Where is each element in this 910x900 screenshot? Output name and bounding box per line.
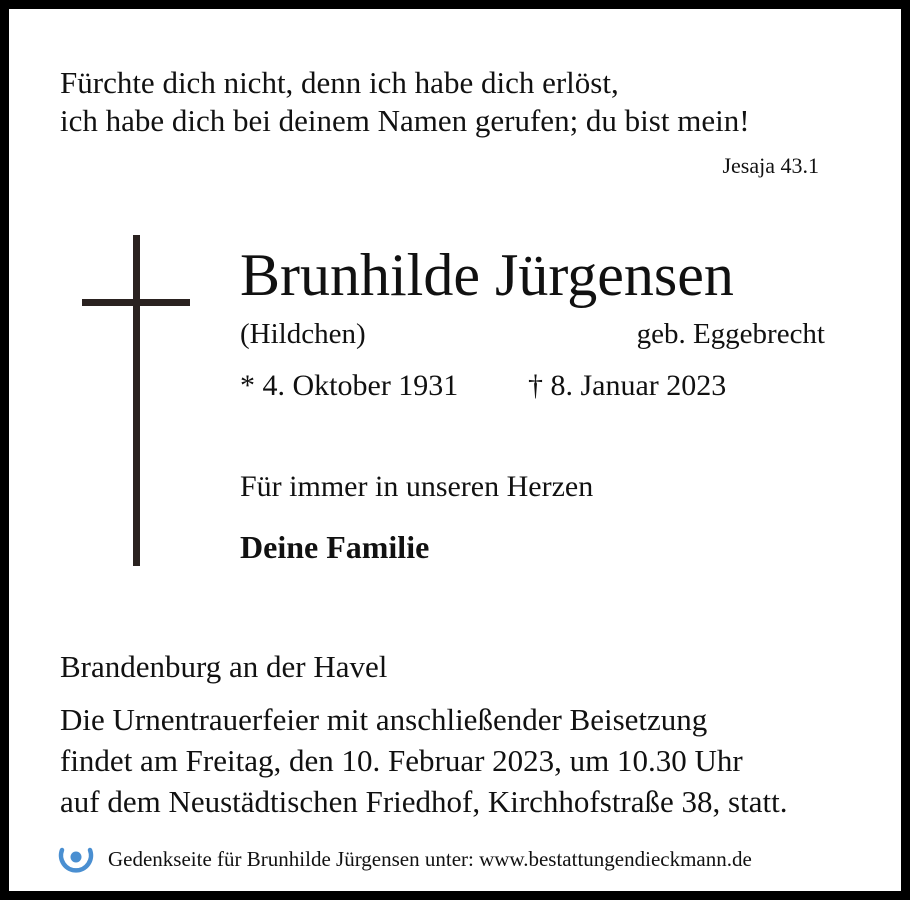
deceased-name: Brunhilde Jürgensen (240, 242, 734, 308)
family-signature: Deine Familie (240, 529, 430, 565)
birth-date: * 4. Oktober 1931 (240, 369, 459, 402)
ceremony-line-1: Die Urnentrauerfeier mit anschließender Beisetzung (60, 702, 708, 737)
verse-line-1: Fürchte dich nicht, denn ich habe dich erlöst, (60, 65, 619, 100)
death-date: † 8. Januar 2023 (528, 369, 727, 402)
cross-horizontal-bar (82, 299, 190, 306)
verse-line-2: ich habe dich bei deinem Namen gerufen; du bist mein! (60, 103, 750, 138)
memorial-page-link[interactable]: Gedenkseite für Brunhilde Jürgensen unter: www.bestattungendieckmann.de (108, 847, 752, 871)
verse-source: Jesaja 43.1 (722, 153, 819, 178)
deceased-birth-name: geb. Eggebrecht (636, 318, 825, 350)
deceased-nickname: (Hildchen) (240, 318, 366, 350)
closing-line: Für immer in unseren Herzen (240, 470, 594, 503)
ceremony-line-2: findet am Freitag, den 10. Februar 2023, um 10.30 Uhr (60, 743, 743, 778)
ceremony-line-3: auf dem Neustädtischen Friedhof, Kirchhofstraße 38, statt. (60, 784, 788, 819)
memorial-logo-icon (57, 840, 95, 878)
place-line: Brandenburg an der Havel (60, 649, 388, 684)
cross-vertical-bar (133, 235, 140, 566)
